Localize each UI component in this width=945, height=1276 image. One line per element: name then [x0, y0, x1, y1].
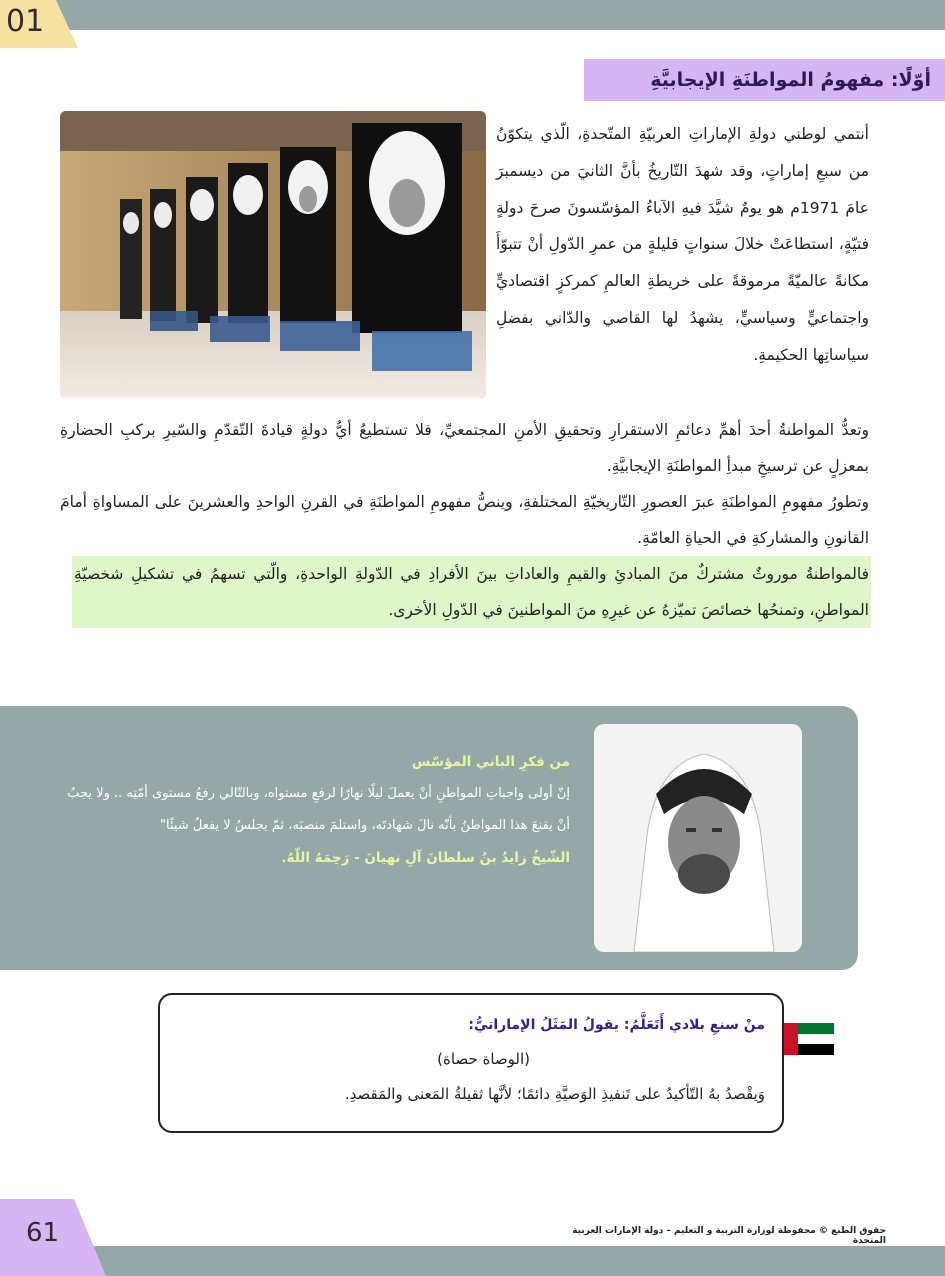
paragraph-intro: أنتمي لوطني دولةِ الإماراتِ العربيّةِ المتّحدةِ، الّذي يتكوّنُ من سبعِ إماراتٍ، وقد شهدَ التّاريخُ بأنَّ الثانيَ من ديسمبرَ عامَ 1971م هو يومٌ شيَّدَ فيهِ الآباءُ المؤسّسونَ صرحَ دولةٍ فتيّةٍ، استطاعَتْ خلالَ سنواتٍ قليلةٍ من عمرِ الدّولِ أنْ تتبوّأَ مكانةً عالميّةً مرموقةً على خريطةِ العالمِ كمركزٍ اقتصاديٍّ واجتماعيٍّ وسياسيٍّ، يشهدُ لها القاصي والدّاني بفضلِ سياساتِها الحكيمةِ. — [496, 125, 870, 364]
portrait-illustration — [594, 724, 802, 952]
founders-museum-photo — [60, 111, 486, 398]
sheikh-zayed-portrait — [594, 724, 802, 952]
quote-signature: الشّيخُ زايدُ بنُ سلطانَ آلِ نهيانَ - رَحِمَهُ اللّهُ. — [281, 850, 570, 866]
quote-heading: من فكرِ الباني المؤسّس — [411, 754, 570, 770]
section-title: أوّلًا: مفهومُ المواطنَةِ الإيجابيَّةِ — [584, 59, 945, 101]
proverb-heading: منْ سنعِ بلادي أَتَعَلَّمُ: يقولُ المَثَلُ الإماراتيُّ: — [468, 1017, 765, 1033]
quote-body: إنّ أولى واجباتِ المواطنِ أنْ يعملَ ليلًا نهارًا لرفعِ مستواه، وبالتّالي رفعُ مستوى أمّتِه .. ولا يجبُ أنْ يقنعَ هذا المواطنُ بأنّه نالَ شهادتَه، واستلمَ منصبَه، ثمّ يجلسُ لا يفعلُ شيئًا" — [67, 786, 570, 833]
bottom-bar — [0, 1246, 945, 1276]
paragraph-citizenship-evolution: وتطورُ مفهومِ المواطنَةِ عبرَ العصورِ التّاريخيّةِ المختلفةِ، وينصُّ مفهومِ المواطنَةِ في القرنِ الواحدِ والعشرينَ على المساواةِ أمامَ القانونِ والمشاركةِ في الحياةِ العامّةِ. — [60, 493, 869, 547]
founders-museum-illustration — [60, 111, 486, 398]
uae-flag-icon — [784, 1023, 834, 1055]
proverb-meaning: وَيقْصدُ بهُ التّأكيدُ على تَنفيذِ الوَصيَّةِ دائمًا؛ لأنَّها ثقيلةُ المَعنى والمَقصدِ. — [344, 1085, 765, 1103]
paragraph-citizenship-heritage-highlight: فالمواطنةُ موروثٌ مشتركٌ منَ المبادئِ والقيمِ والعاداتِ بينَ الأفرادِ في الدّولةِ الواحدةِ، والّتي تسهمُ في تشكيلِ شخصيّةِ المواطنِ، وتمنحُها خصائصَ تميّزهُ عن غيرِهِ منَ المواطنينَ في الدّولِ الأخرى. — [72, 556, 871, 628]
top-bar — [0, 0, 945, 30]
copyright-notice: حقوق الطبع © محفوظة لوزارة التربية و التعليم – دولة الإمارات العربية المتحدة — [572, 1226, 886, 1246]
founder-quote-text — [60, 754, 570, 866]
page-number: 61 — [26, 1218, 60, 1248]
chapter-number: 01 — [6, 4, 45, 39]
proverb-text: (الوصاة حصاة) — [437, 1050, 530, 1068]
paragraph-citizenship-pillars: وتعدُّ المواطنةُ أحدَ أهمِّ دعائمِ الاستقرارِ وتحقيقِ الأمنِ المجتمعيِّ، فلا تستطيعُ أيُّ دولةٍ قيادةَ التّقدّمِ والسّيرِ بركبِ الحضارةِ بمعزلٍ عن ترسيخِ مبدأِ المواطنَةِ الإيجابيَّةِ. — [60, 421, 869, 475]
